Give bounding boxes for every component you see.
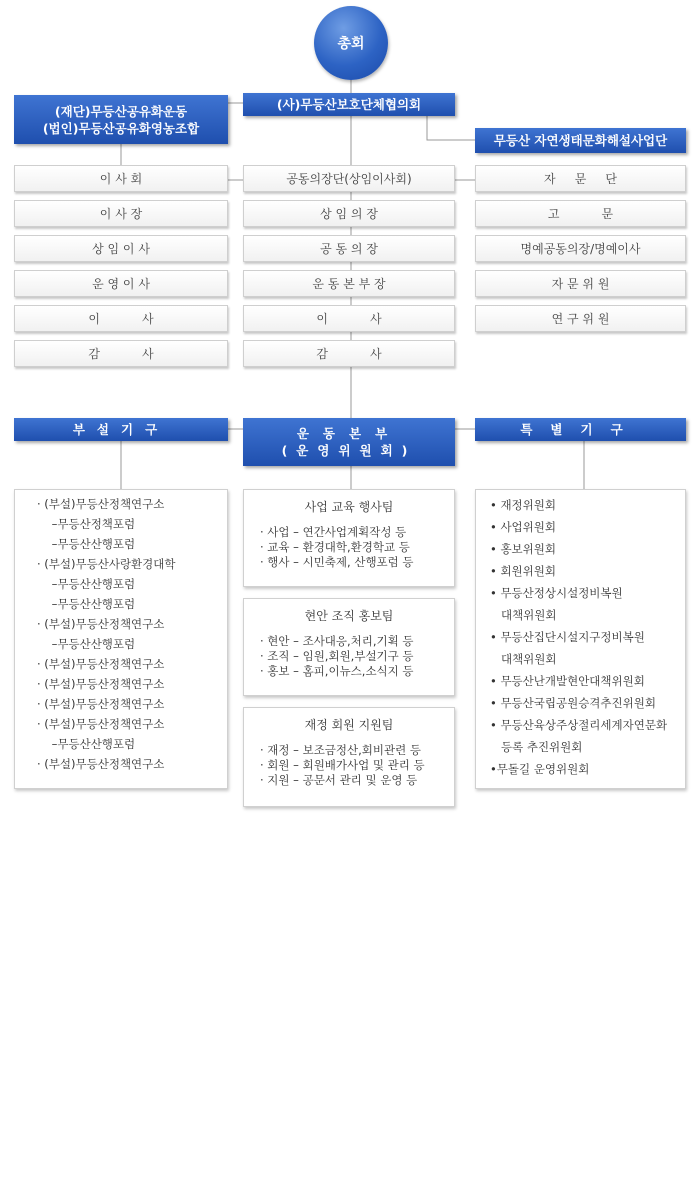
team-item: · 지원 – 공문서 관리 및 운영 등: [260, 773, 418, 787]
special-list-item: • 무등산육상주상절리세계자연문화: [490, 718, 668, 732]
interpretation-header: [475, 128, 686, 153]
special-header: [475, 418, 686, 441]
left-column-box-6: 감 사: [14, 340, 228, 367]
left-column-box-1: 이 사 회: [14, 165, 228, 192]
middle-column-box-2: 상 임 의 장: [243, 200, 455, 227]
team-item: · 홍보 – 홈피,이뉴스,소식지 등: [260, 664, 414, 678]
team-panel-1: [243, 489, 455, 587]
team-item: · 조직 – 임원,회원,부설기구 등: [260, 649, 414, 663]
affiliated-list-item: · (부설)무등산정책연구소: [37, 697, 165, 711]
special-list-item: • 사업위원회: [490, 520, 556, 534]
affiliated-list-panel: [14, 489, 228, 789]
special-list-item: • 무등산정상시설정비복원: [490, 586, 623, 600]
middle-column-box-4: 운 동 본 부 장: [243, 270, 455, 297]
hq-header: [243, 418, 455, 466]
council-header: [243, 93, 455, 116]
team-panel-3: [243, 707, 455, 807]
foundation-line1: (재단)무등산공유화운동: [54, 103, 188, 119]
affiliated-list-item: · (부설)무등산정책연구소: [37, 617, 165, 631]
affiliated-label: 부설기구: [72, 422, 170, 437]
special-list-item: 등록 추진위원회: [490, 740, 583, 754]
affiliated-list-item: · (부설)무등산정책연구소: [37, 757, 165, 771]
right-column-box-1: 자 문 단: [475, 165, 686, 192]
affiliated-list-item: –무등산산행포럼: [37, 737, 136, 751]
middle-column-box-3: 공 동 의 장: [243, 235, 455, 262]
special-list-item: • 무등산국립공원승격추진위원회: [490, 696, 656, 710]
team-item: · 현안 – 조사대응,처리,기획 등: [260, 634, 414, 648]
affiliated-list-item: · (부설)무등산사랑환경대학: [37, 557, 176, 571]
right-column-box-4: 자 문 위 원: [475, 270, 686, 297]
affiliated-list-item: –무등산산행포럼: [37, 637, 136, 651]
affiliated-list-item: –무등산산행포럼: [37, 577, 136, 591]
team-item: · 회원 – 회원배가사업 및 관리 등: [260, 758, 425, 772]
middle-column-box-6: 감 사: [243, 340, 455, 367]
affiliated-list-item: –무등산산행포럼: [37, 537, 136, 551]
foundation-header: [14, 95, 228, 144]
affiliated-list-item: · (부설)무등산정책연구소: [37, 657, 165, 671]
middle-column-box-5: 이 사: [243, 305, 455, 332]
left-column-box-4: 운 영 이 사: [14, 270, 228, 297]
special-list-item: • 무등산난개발현안대책위원회: [490, 674, 645, 688]
affiliated-list-item: –무등산산행포럼: [37, 597, 136, 611]
special-list-panel: [475, 489, 686, 789]
team-item: · 재정 – 보조금정산,회비관련 등: [260, 743, 421, 757]
affiliated-list-item: · (부설)무등산정책연구소: [37, 717, 165, 731]
right-column-box-3: 명예공동의장/명예이사: [475, 235, 686, 262]
right-column-box-5: 연 구 위 원: [475, 305, 686, 332]
special-label: 특별기구: [520, 422, 641, 437]
special-list-item: • 홍보위원회: [490, 542, 556, 556]
left-column-box-5: 이 사: [14, 305, 228, 332]
special-list-item: 대책위원회: [490, 608, 557, 622]
team-item: · 교육 – 환경대학,환경학교 등: [260, 540, 410, 554]
team-panel-2: [243, 598, 455, 696]
team-title: 현안 조직 홍보팀: [304, 609, 394, 623]
team-item: · 행사 – 시민축제, 산행포럼 등: [260, 555, 414, 569]
middle-column-box-1: 공동의장단(상임이사회): [243, 165, 455, 192]
left-column-box-3: 상 임 이 사: [14, 235, 228, 262]
affiliated-list-item: · (부설)무등산정책연구소: [37, 677, 165, 691]
hq-line2: (운영위원회): [281, 443, 417, 458]
foundation-line2: (법인)무등산공유화영농조합: [42, 120, 200, 136]
general-assembly-node: 총회: [314, 6, 388, 80]
council-label: (사)무등산보호단체협의회: [276, 97, 422, 112]
affiliated-header: [14, 418, 228, 441]
affiliated-list-item: · (부설)무등산정책연구소: [37, 497, 165, 511]
hq-line1: 운동본부: [296, 426, 402, 441]
special-list-item: •무돌길 운영위원회: [490, 762, 590, 776]
interpretation-label: 무등산 자연생태문화해설사업단: [493, 133, 668, 148]
team-title: 재정 회원 지원팀: [304, 718, 394, 732]
special-list-item: • 회원위원회: [490, 564, 556, 578]
left-column-box-2: 이 사 장: [14, 200, 228, 227]
special-list-item: 대책위원회: [490, 652, 557, 666]
team-title: 사업 교육 행사팀: [304, 500, 394, 514]
team-item: · 사업 – 연간사업계획작성 등: [260, 525, 407, 539]
special-list-item: • 재정위원회: [490, 498, 556, 512]
affiliated-list-item: –무등산정책포럼: [37, 517, 136, 531]
right-column-box-2: 고 문: [475, 200, 686, 227]
special-list-item: • 무등산집단시설지구정비복원: [490, 630, 645, 644]
